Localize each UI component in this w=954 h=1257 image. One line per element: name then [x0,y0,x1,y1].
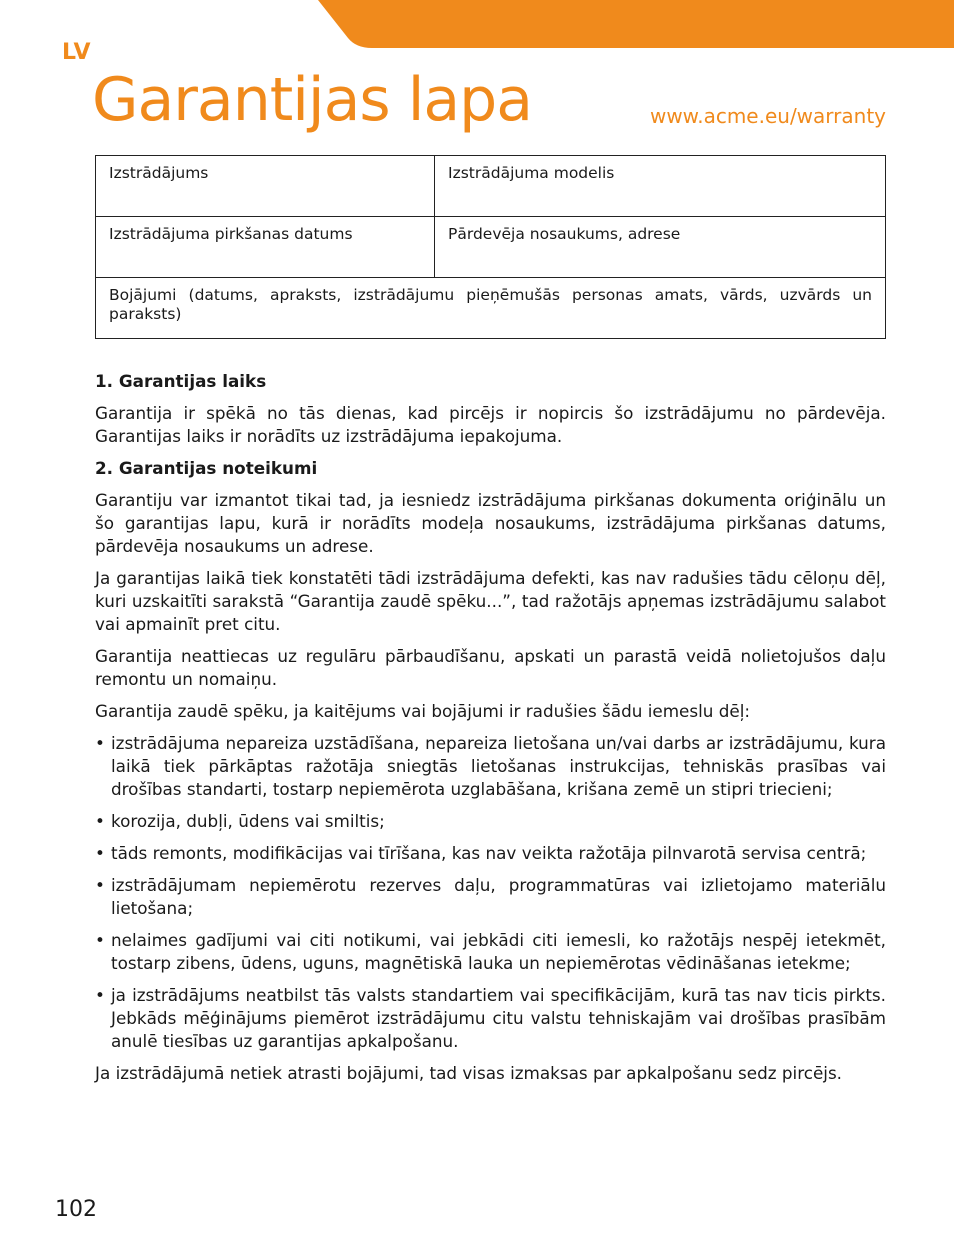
list-item-text: korozija, dubļi, ūdens vai smiltis; [111,811,385,831]
closing-paragraph: Ja izstrādājumā netiek atrasti bojājumi, tad visas izmaksas par apkalpošanu sedz pircējs. [95,1063,843,1083]
page-title: Garantijas lapa [92,65,532,135]
form-cell-damages: Bojājumi (datums, apraksts, izstrādājumu pieņēmušās personas amats, vārds, uzvārds un paraksts) [96,278,886,339]
bullet-icon: • [95,985,105,1005]
bullet-icon: • [95,811,105,831]
paragraph: Ja garantijas laikā tiek konstatēti tādi izstrādājuma defekti, kas nav radušies tādu cēloņu dēļ, kuri uzskaitīti sarakstā “Garantija zaudē spēku...”, tad ražotājs apņemas izstrādājumu salabot vai apmainīt pret citu. [95,568,886,634]
list-item-text: izstrādājuma nepareiza uzstādīšana, nepareiza lietošana un/vai darbs ar izstrādājumu, kura laikā tiek pārkāptas ražotāja sniegtās lietošanas instrukcijas, tehniskās prasības vai drošības standarti, tostarp nepiemērota uzglabāšana, krišana zemē un stipri triecieni; [111,733,886,799]
language-code: LV [62,40,92,65]
form-cell-product: Izstrādājums [96,156,435,217]
bullet-icon: • [95,843,105,863]
section-heading: 2. Garantijas noteikumi [95,458,318,478]
section-heading: 1. Garantijas laiks [95,371,267,391]
form-row [96,217,886,278]
list-item [95,842,886,865]
list-item-text: ja izstrādājums neatbilst tās valsts standartiem vai specifikācijām, kurā tas nav ticis pirkts. Jebkāds mēģinājums piemērot izstrādājumu citu valstu tehniskajām vai drošības prasībām anulē tiesības uz garantijas apkalpošanu. [111,985,886,1051]
paragraph: Garantija ir spēkā no tās dienas, kad pircējs ir nopircis šo izstrādājumu no pārdevēja. Garantijas laiks ir norādīts uz izstrādājuma iepakojuma. [95,403,886,446]
warranty-content [95,370,886,1094]
list-item-text: nelaimes gadījumi vai citi notikumi, vai jebkādi citi iemesli, ko ražotājs nespēj ietekmēt, tostarp zibens, ūdens, uguns, magnētiskā lauka un nepiemērotas vēdināšanas ietekme; [111,930,886,973]
header-orange-tab [0,0,954,48]
form-cell-seller: Pārdevēja nosaukums, adrese [435,217,886,278]
paragraph: Garantija zaudē spēku, ja kaitējums vai bojājumi ir radušies šādu iemeslu dēļ: [95,701,751,721]
form-cell-model: Izstrādājuma modelis [435,156,886,217]
warranty-form-table [95,155,886,339]
warranty-url: www.acme.eu/warranty [649,104,886,128]
form-row [96,278,886,339]
form-row [96,156,886,217]
list-item [95,810,886,833]
list-item [95,732,886,801]
list-item [95,929,886,975]
paragraph: Garantija neattiecas uz regulāru pārbaudīšanu, apskati un parastā veidā nolietojušos daļu remontu un nomaiņu. [95,646,886,689]
list-item-text: izstrādājumam nepiemērotu rezerves daļu, programmatūras vai izlietojamo materiālu lietošana; [111,875,886,918]
bullet-icon: • [95,733,105,753]
paragraph: Garantiju var izmantot tikai tad, ja iesniedz izstrādājuma pirkšanas dokumenta oriģinālu un šo garantijas lapu, kurā ir norādīts modeļa nosaukums, izstrādājuma pirkšanas datums, pārdevēja nosaukums un adrese. [95,490,886,556]
page-number: 102 [55,1197,97,1222]
bullet-icon: • [95,875,105,895]
bullet-icon: • [95,930,105,950]
list-item [95,874,886,920]
list-item [95,984,886,1053]
form-cell-purchase-date: Izstrādājuma pirkšanas datums [96,217,435,278]
exclusions-list [95,732,886,1053]
list-item-text: tāds remonts, modifikācijas vai tīrīšana, kas nav veikta ražotāja pilnvarotā servisa centrā; [111,843,867,863]
